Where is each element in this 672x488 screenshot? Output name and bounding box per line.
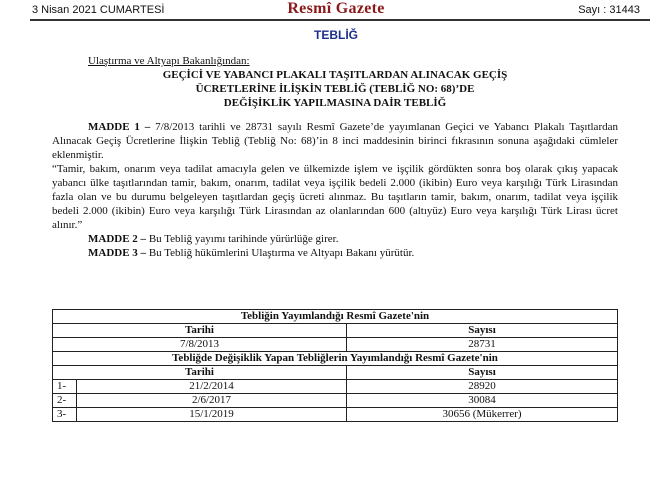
article-3 [52, 246, 618, 260]
title-line-1: GEÇİCİ VE YABANCI PLAKALI TAŞITLARDAN ALINACAK GEÇİŞ [162, 69, 508, 81]
row-index: 2- [53, 394, 77, 408]
row-number: 30656 (Mükerrer) [347, 408, 618, 422]
column-number: Sayısı [347, 324, 618, 338]
original-number: 28731 [347, 338, 618, 352]
header-divider [30, 19, 650, 21]
column-date: Tarihi [53, 324, 347, 338]
table-heading-row [53, 310, 618, 324]
title-line-2: ÜCRETLERİNE İLİŞKİN TEBLİĞ (TEBLİĞ NO: 68)’DE [195, 83, 475, 95]
gazette-title: Resmî Gazete [287, 0, 385, 17]
gazette-header [0, 0, 672, 20]
row-index: 3- [53, 408, 77, 422]
table-row [53, 380, 618, 394]
article-3-label: MADDE 3 – [88, 247, 147, 259]
ministry-line: Ulaştırma ve Altyapı Bakanlığından: [88, 55, 250, 67]
table-row [53, 394, 618, 408]
table-row [53, 408, 618, 422]
original-date: 7/8/2013 [53, 338, 347, 352]
article-2-text: Bu Tebliğ yayımı tarihinde yürürlüğe girer. [146, 233, 339, 245]
row-index: 1- [53, 380, 77, 394]
article-2 [52, 232, 618, 246]
issue-date: 3 Nisan 2021 CUMARTESİ [32, 4, 165, 16]
column-number: Sayısı [347, 366, 618, 380]
article-1-text: 7/8/2013 tarihli ve 28731 sayılı Resmî Gazete’de yayımlanan Geçici ve Yabancı Plakalı Taşıtlardan Alınacak Geçiş Ücretlerine İlişkin Tebliğ (Tebliğ No: 68)’in 8 inci maddesinin birinci fıkrasının sonuna aşağıdaki cümleler eklenmiştir. [52, 121, 618, 161]
column-date: Tarihi [53, 366, 347, 380]
document-body [52, 54, 618, 260]
issue-number: Sayı : 31443 [578, 4, 640, 16]
table-column-row [53, 366, 618, 380]
article-3-text: Bu Tebliğ hükümlerini Ulaştırma ve Altyapı Bakanı yürütür. [146, 247, 415, 259]
article-2-label: MADDE 2 – [88, 233, 147, 245]
article-1 [52, 120, 618, 162]
reference-table [52, 309, 618, 422]
title-line-3: DEĞİŞİKLİK YAPILMASINA DAİR TEBLİĞ [223, 97, 447, 109]
table-heading-amendments: Tebliğde Değişiklik Yapan Tebliğlerin Yayımlandığı Resmî Gazete'nin [53, 352, 618, 366]
row-date: 15/1/2019 [77, 408, 347, 422]
article-1-label: MADDE 1 – [88, 121, 151, 133]
row-date: 21/2/2014 [77, 380, 347, 394]
section-heading: TEBLİĞ [314, 28, 358, 42]
table-heading-row [53, 352, 618, 366]
article-1-quote: “Tamir, bakım, onarım veya tadilat amacıyla gelen ve ülkemizde işlem ve işçilik gördükten sonra boş olarak çıkış yapacak yabancı ülke taşıtlarından tamir, bakım, onarım, tadilat veya işçilik bedeli 2.000 (ikibin) Euro veya karşılığı Türk Lirasından fazla olan ve bu durumu belgeleyen taşıtlardan geçiş ücreti alınmaz. Bu taşıtların tamir, bakım, onarım, tadilat veya işçilik bedeli 2.000 (ikibin) Euro veya karşılığı Türk Lirasından az olanlarından 600 (altıyüz) Euro veya karşılığı Türk Lirası ücret alınır.” [52, 163, 618, 231]
table-column-row [53, 324, 618, 338]
table-heading-original: Tebliğin Yayımlandığı Resmî Gazete'nin [53, 310, 618, 324]
row-number: 28920 [347, 380, 618, 394]
row-number: 30084 [347, 394, 618, 408]
table-row [53, 338, 618, 352]
row-date: 2/6/2017 [77, 394, 347, 408]
